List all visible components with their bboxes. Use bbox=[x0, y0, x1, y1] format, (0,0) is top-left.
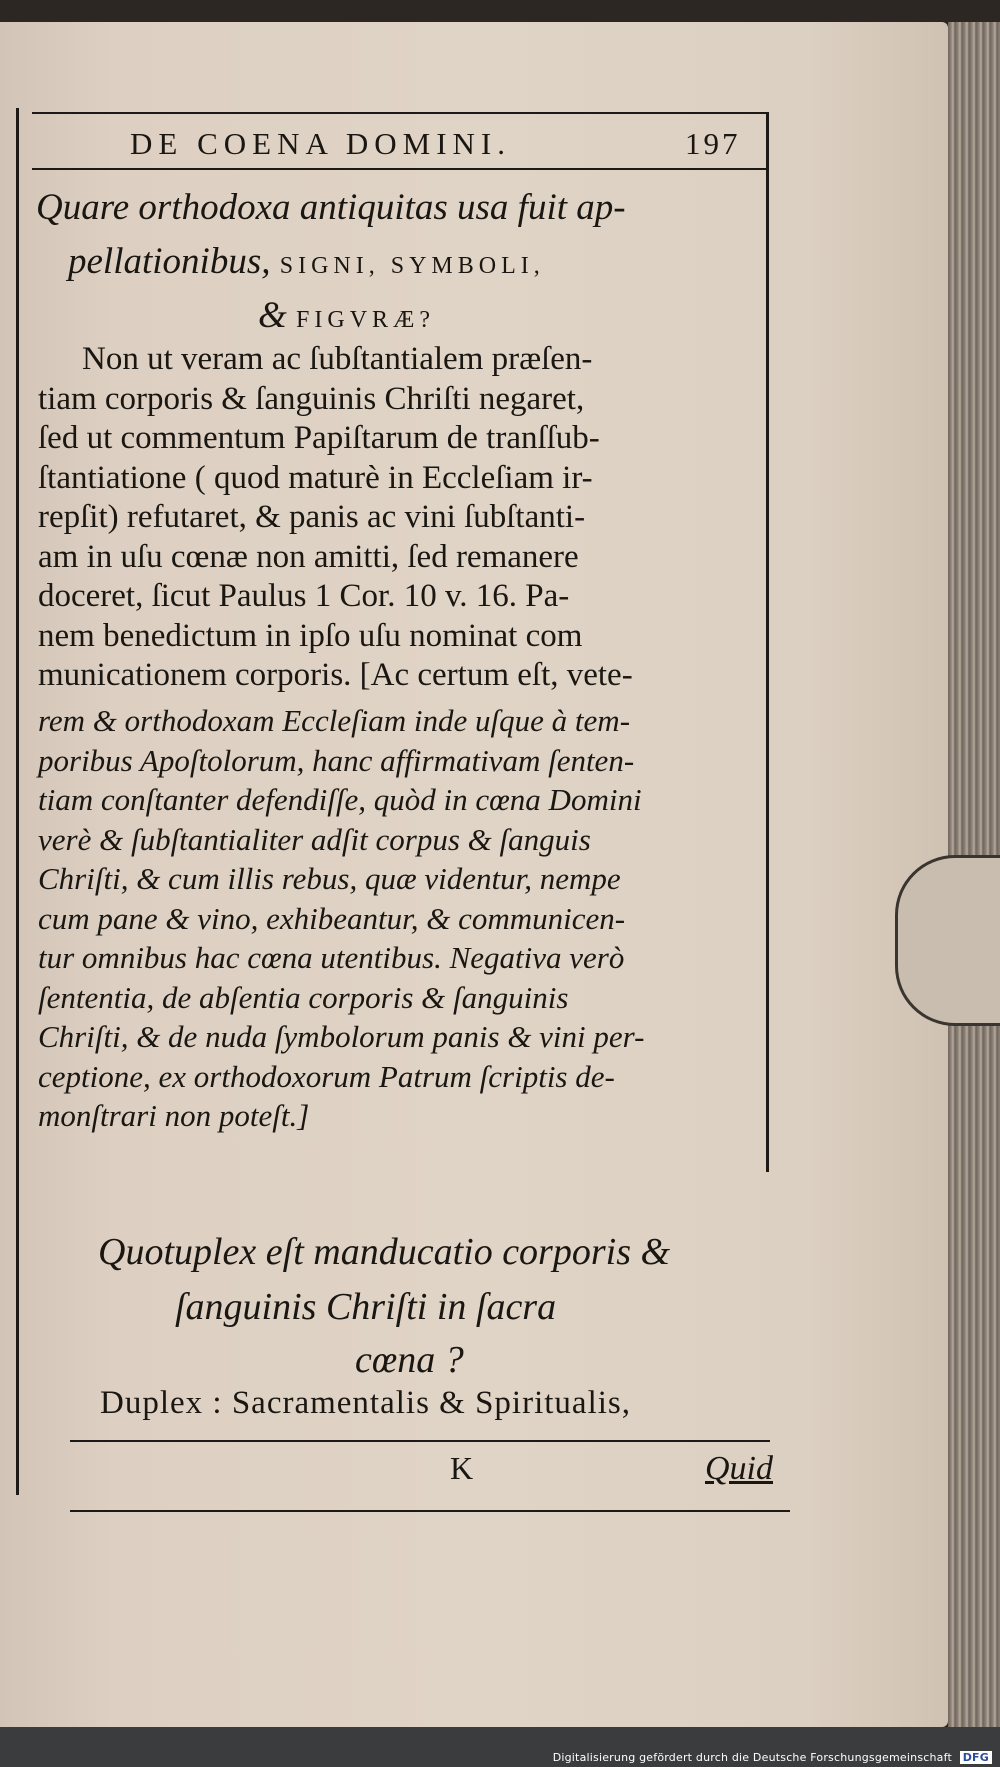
italic-line: tur omnibus hac cœna utentibus. Negativa verò bbox=[38, 940, 625, 975]
footer-rule bbox=[70, 1510, 790, 1512]
bracketed-italic-text bbox=[38, 701, 644, 1136]
question1-line3 bbox=[258, 294, 435, 337]
italic-line: cum pane & vino, exhibeantur, & communicen- bbox=[38, 900, 626, 936]
left-frame-rule bbox=[16, 108, 19, 1495]
italic-line: poribus Apoſtolorum, hanc affirmativam ſenten- bbox=[38, 742, 635, 778]
italic-line: Chriſti, & cum illis rebus, quæ videntur, nempe bbox=[38, 861, 621, 896]
answer1-line: municationem corporis. [Ac certum eſt, vete- bbox=[38, 657, 633, 693]
question2-line1: Quotuplex eſt manducatio corporis & bbox=[98, 1231, 671, 1273]
italic-line: monſtrari non poteſt.] bbox=[38, 1098, 310, 1133]
credit-bar bbox=[0, 1727, 1000, 1767]
right-frame-rule bbox=[766, 112, 769, 1172]
question1-ampersand: & bbox=[258, 295, 287, 336]
running-head: DE COENA DOMINI. bbox=[130, 126, 512, 161]
page-number: 197 bbox=[685, 126, 741, 161]
question1-figurae: FIGVRÆ? bbox=[296, 307, 436, 333]
answer1-line: Non ut veram ac ſubſtantialem præſen- bbox=[82, 341, 593, 377]
signature-mark: K bbox=[450, 1450, 474, 1486]
answer1-line: ſtantiatione ( quod maturè in Eccleſiam ir- bbox=[38, 459, 593, 496]
italic-line: verè & ſubſtantialiter adſit corpus & ſanguis bbox=[38, 821, 591, 857]
top-rule bbox=[32, 112, 767, 114]
question1-italic: pellationibus, bbox=[68, 241, 271, 282]
answer1-line: nem benedictum in ipſo uſu nominat com bbox=[38, 617, 583, 654]
question1-caps: SIGNI, SYMBOLI, bbox=[279, 253, 545, 279]
dfg-logo: DFG bbox=[960, 1751, 992, 1764]
italic-line: tiam conſtanter defendiſſe, quòd in cœna Domini bbox=[38, 782, 642, 817]
answer1-line: am in uſu cœnæ non amitti, ſed remanere bbox=[38, 538, 579, 575]
bottom-text-rule bbox=[70, 1440, 770, 1442]
header-rule bbox=[32, 168, 767, 170]
answer1-line: doceret, ſicut Paulus 1 Cor. 10 v. 16. Pa- bbox=[38, 578, 570, 614]
book-clasp bbox=[895, 855, 1000, 1026]
answer1-line: ſed ut commentum Papiſtarum de tranſſub- bbox=[38, 420, 600, 456]
question2-line3: cœna ? bbox=[355, 1339, 464, 1381]
italic-line: rem & orthodoxam Eccleſiam inde uſque à tem- bbox=[38, 703, 631, 738]
credit-text: Digitalisierung gefördert durch die Deutsche Forschungsgemeinschaft bbox=[552, 1751, 953, 1764]
question1-line1: Quare orthodoxa antiquitas usa fuit ap- bbox=[36, 187, 626, 228]
answer1-line: tiam corporis & ſanguinis Chriſti negaret, bbox=[38, 380, 585, 417]
catchword: Quid bbox=[705, 1450, 773, 1487]
credit-line bbox=[553, 1751, 992, 1764]
italic-line: ceptione, ex orthodoxorum Patrum ſcriptis de- bbox=[38, 1058, 615, 1094]
italic-line: ſententia, de abſentia corporis & ſanguinis bbox=[38, 979, 569, 1015]
question2-line2: ſanguinis Chriſti in ſacra bbox=[175, 1286, 557, 1328]
answer2: Duplex : Sacramentalis & Spiritualis, bbox=[100, 1385, 632, 1421]
italic-line: Chriſti, & de nuda ſymbolorum panis & vini per- bbox=[38, 1019, 645, 1054]
answer1-line: repſit) refutaret, & panis ac vini ſubſtanti- bbox=[38, 499, 586, 535]
answer1-text bbox=[38, 340, 633, 696]
question1-line2 bbox=[68, 240, 545, 283]
